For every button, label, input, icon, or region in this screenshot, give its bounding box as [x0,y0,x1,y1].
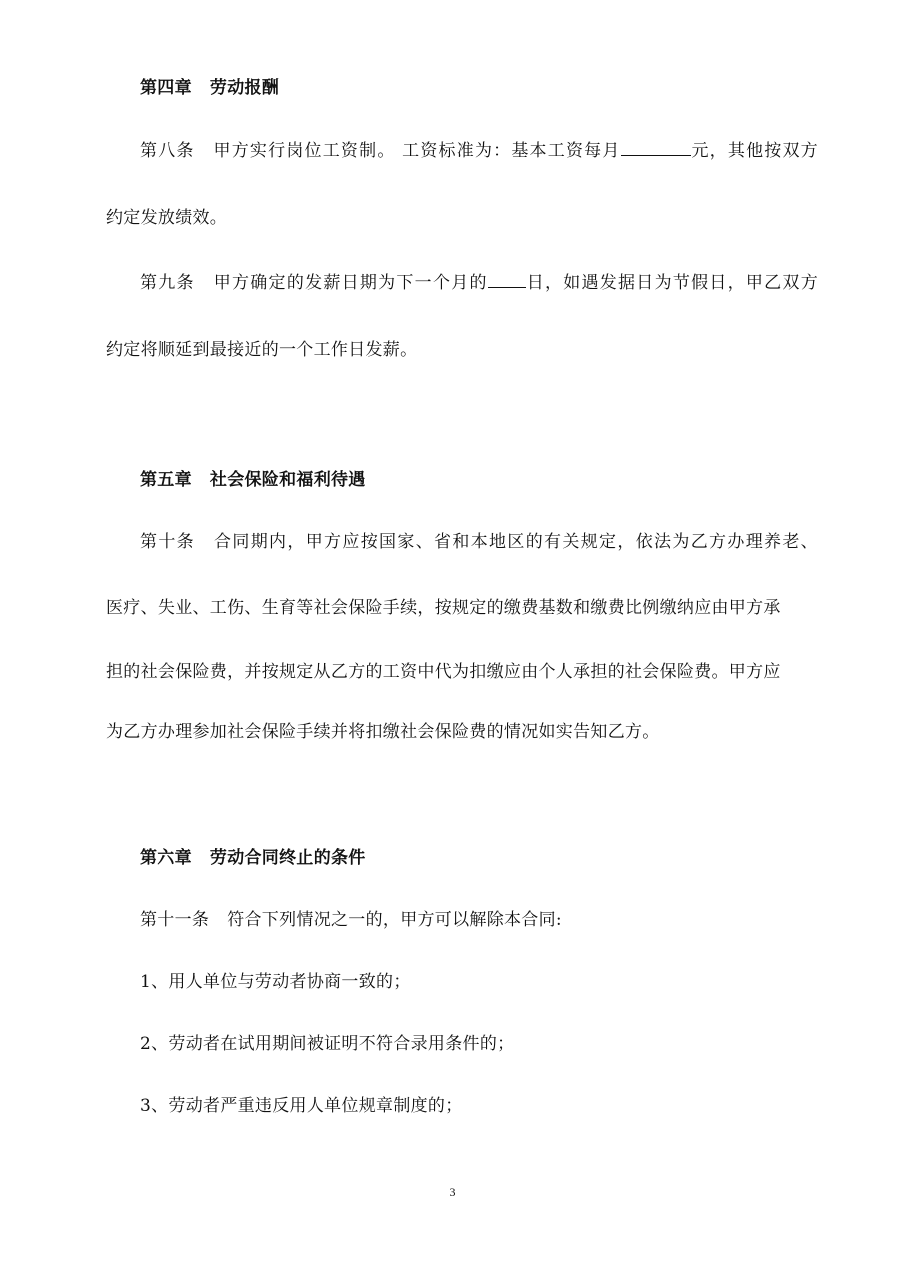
article-9-text-after-blank: 日，如遇发据日为节假日，甲乙双方 [525,273,818,293]
article-10-line-4: 为乙方办理参加社会保险手续并将扣缴社会保险费的情况如实告知乙方。 [106,722,660,742]
salary-amount-blank [621,138,691,156]
article-11-line [140,908,562,932]
list-item: 1、用人单位与劳动者协商一致的； [140,972,411,992]
chapter-4-heading [140,76,279,100]
article-10-line-1 [140,530,818,554]
article-11-text: 符合下列情况之一的，甲方可以解除本合同: [227,910,562,930]
article-11-label: 第十一条 [140,910,210,930]
article-10-label: 第十条 [140,532,195,552]
article-8-line-2: 约定发放绩效。 [106,208,228,228]
chapter-5-number: 第五章 [140,470,192,490]
chapter-6-heading [140,846,366,870]
article-9-label: 第九条 [140,273,195,293]
article-9-text-before-blank: 甲方确定的发薪日期为下一个月的 [212,273,488,293]
chapter-4-number: 第四章 [140,78,192,98]
page-number: 3 [449,1185,456,1199]
chapter-5-heading [140,468,366,492]
article-10-line-2: 医疗、失业、工伤、生育等社会保险手续，按规定的缴费基数和缴费比例缴纳应由甲方承 [106,598,781,618]
article-10-line-3: 担的社会保险费，并按规定从乙方的工资中代为扣缴应由个人承担的社会保险费。甲方应 [106,662,781,682]
article-9-line-2: 约定将顺延到最接近的一个工作日发薪。 [106,340,418,360]
article-8-line-1 [140,138,818,163]
article-8-text-before-blank: 甲方实行岗位工资制。 工资标准为：基本工资每月 [212,141,621,161]
chapter-6-title: 劳动合同终止的条件 [209,848,366,868]
payday-blank [488,270,526,288]
article-10-text-1: 合同期内，甲方应按国家、省和本地区的有关规定，依法为乙方办理养老、 [213,532,818,552]
chapter-5-title: 社会保险和福利待遇 [209,470,366,490]
list-item: 2、劳动者在试用期间被证明不符合录用条件的； [140,1034,515,1054]
chapter-4-title: 劳动报酬 [209,78,280,98]
article-9-line-1 [140,270,818,295]
list-item: 3、劳动者严重违反用人单位规章制度的； [140,1096,463,1116]
article-8-text-after-blank: 元，其他按双方 [690,141,818,161]
chapter-6-number: 第六章 [140,848,192,868]
article-8-label: 第八条 [140,141,195,161]
